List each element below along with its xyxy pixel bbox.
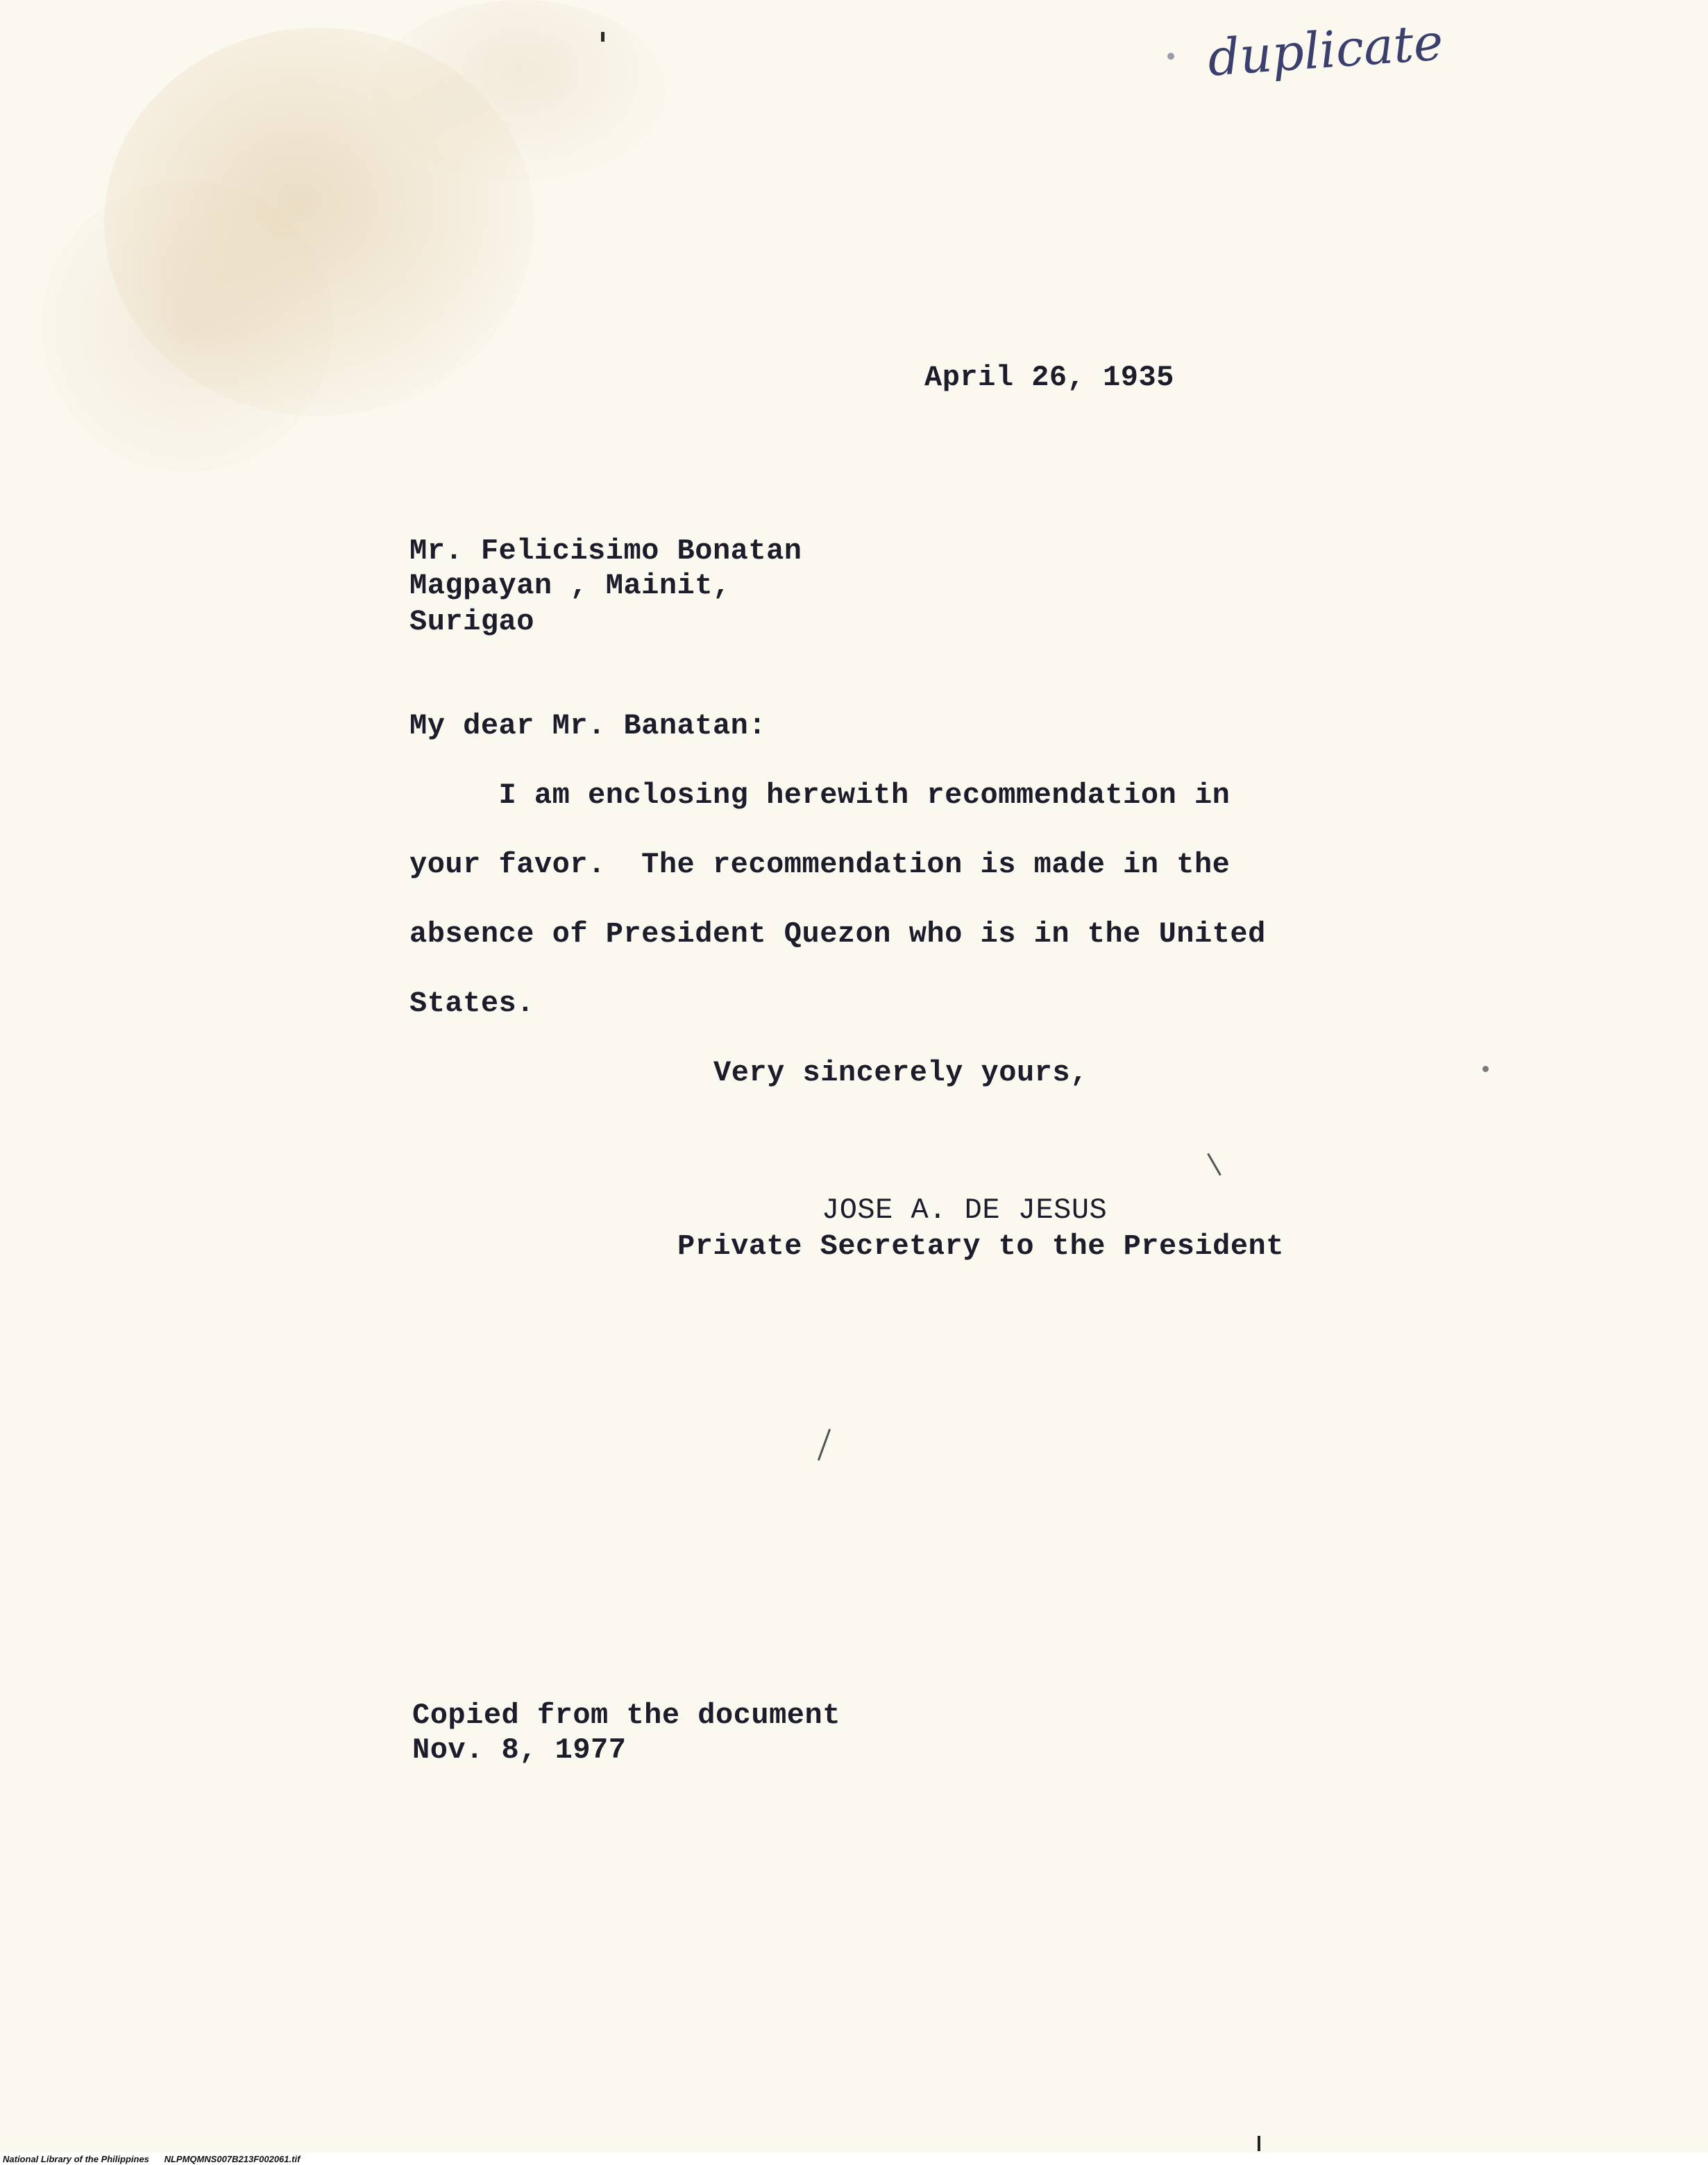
recipient-address-line-1: Magpayan , Mainit, <box>409 569 731 602</box>
body-line: States. <box>409 987 534 1020</box>
paper-speck <box>601 32 604 42</box>
water-stain <box>375 0 666 180</box>
paper-speck <box>1167 53 1174 60</box>
paper-speck <box>1482 1066 1489 1072</box>
archive-footer <box>0 2153 1708 2165</box>
paper-speck <box>1258 2136 1260 2151</box>
water-stain <box>104 28 534 416</box>
paper-mark <box>818 1429 831 1461</box>
body-line: your favor. The recommendation is made in the <box>409 848 1231 881</box>
copy-note-line-1: Copied from the document <box>412 1699 840 1732</box>
copy-note-line-2: Nov. 8, 1977 <box>412 1733 627 1767</box>
recipient-address-line-2: Surigao <box>409 605 534 638</box>
recipient-name: Mr. Felicisimo Bonatan <box>409 534 802 568</box>
salutation: My dear Mr. Banatan: <box>409 709 767 742</box>
body-line: absence of President Quezon who is in the United <box>409 917 1266 951</box>
archive-footer-text <box>3 2154 300 2164</box>
archive-label: National Library of the Philippines <box>3 2154 149 2164</box>
handwritten-annotation: duplicate <box>1206 12 1445 87</box>
body-line: I am enclosing herewith recommendation in <box>409 779 1231 812</box>
paper-mark <box>1207 1153 1221 1176</box>
archive-file-name: NLPMQMNS007B213F002061.tif <box>164 2154 301 2164</box>
signatory-name: JOSE A. DE JESUS <box>822 1194 1108 1227</box>
letter-date: April 26, 1935 <box>924 361 1174 394</box>
signatory-title: Private Secretary to the President <box>677 1230 1284 1263</box>
water-stain <box>42 180 333 472</box>
closing: Very sincerely yours, <box>713 1056 1088 1089</box>
